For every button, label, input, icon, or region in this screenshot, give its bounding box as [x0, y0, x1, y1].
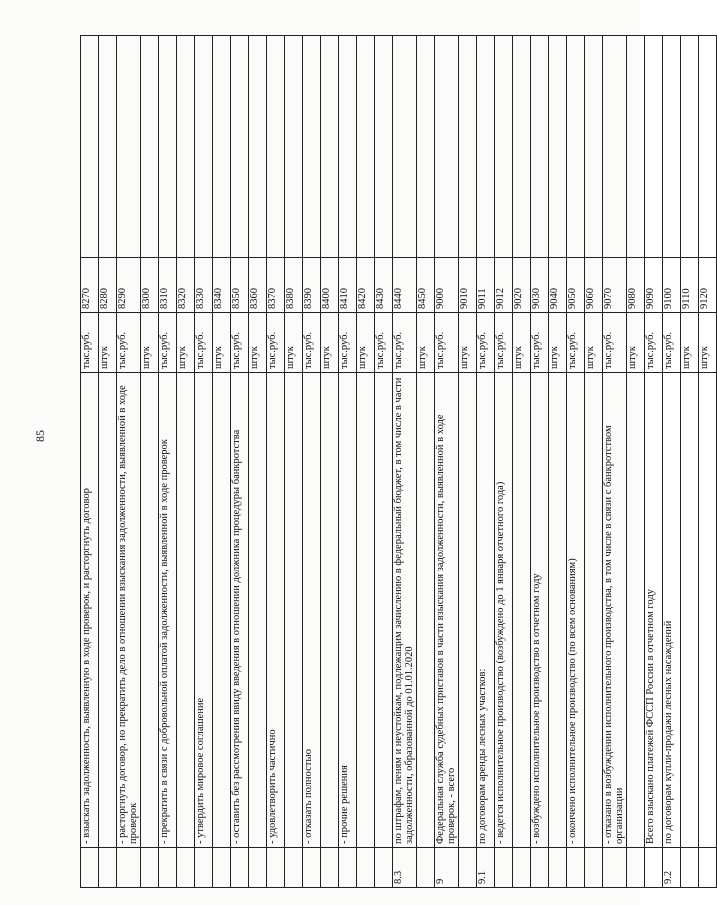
row-label — [357, 373, 375, 848]
table-row — [567, 36, 585, 888]
table-row — [195, 36, 213, 888]
table-row — [339, 36, 357, 888]
row-label — [321, 373, 339, 848]
value-cell — [357, 36, 375, 258]
value-cell — [285, 36, 303, 258]
row-code: 8440 — [393, 258, 417, 313]
row-label — [417, 373, 435, 848]
row-unit: тыс.руб. — [435, 313, 459, 373]
row-unit: штук — [357, 313, 375, 373]
row-number — [585, 848, 603, 888]
row-unit: штук — [699, 313, 717, 373]
table-row — [81, 36, 99, 888]
table-row — [177, 36, 195, 888]
row-unit: штук — [99, 313, 117, 373]
row-label: - прекратить в связи с добровольной оплатой задолженности, выявленной в ходе проверок — [159, 373, 177, 848]
value-cell — [321, 36, 339, 258]
table-row — [393, 36, 417, 888]
row-label — [375, 373, 393, 848]
row-label: по договорам аренды лесных участков: — [477, 373, 495, 848]
table-row — [699, 36, 717, 888]
row-code: 8310 — [159, 258, 177, 313]
value-cell — [231, 36, 249, 258]
row-code: 8410 — [339, 258, 357, 313]
row-number — [285, 848, 303, 888]
value-cell — [435, 36, 459, 258]
row-number — [513, 848, 531, 888]
row-unit: штук — [321, 313, 339, 373]
value-cell — [477, 36, 495, 258]
row-unit: тыс.руб. — [267, 313, 285, 373]
row-label: - возбуждено исполнительное производство в отчетном году — [531, 373, 549, 848]
value-cell — [585, 36, 603, 258]
row-unit: тыс.руб. — [663, 313, 681, 373]
row-number — [99, 848, 117, 888]
value-cell — [159, 36, 177, 258]
row-label: - удовлетворить частично — [267, 373, 285, 848]
table-row — [513, 36, 531, 888]
row-unit: тыс.руб. — [393, 313, 417, 373]
row-code: 9020 — [513, 258, 531, 313]
row-number — [321, 848, 339, 888]
row-code: 8300 — [141, 258, 159, 313]
value-cell — [249, 36, 267, 258]
value-cell — [141, 36, 159, 258]
row-unit: штук — [249, 313, 267, 373]
row-number — [681, 848, 699, 888]
value-cell — [339, 36, 357, 258]
row-label — [459, 373, 477, 848]
row-number — [159, 848, 177, 888]
row-number — [141, 848, 159, 888]
row-code: 9080 — [627, 258, 645, 313]
table-row — [531, 36, 549, 888]
value-cell — [417, 36, 435, 258]
row-number — [603, 848, 627, 888]
row-label: - оставить без рассмотрения ввиду введения в отношении должника процедуры банкротства — [231, 373, 249, 848]
row-number — [645, 848, 663, 888]
row-code: 9110 — [681, 258, 699, 313]
row-number — [375, 848, 393, 888]
row-code: 8290 — [117, 258, 141, 313]
value-cell — [699, 36, 717, 258]
value-cell — [627, 36, 645, 258]
row-label — [249, 373, 267, 848]
value-cell — [99, 36, 117, 258]
row-number — [231, 848, 249, 888]
table-row — [375, 36, 393, 888]
row-label — [99, 373, 117, 848]
row-code: 8400 — [321, 258, 339, 313]
row-unit: штук — [513, 313, 531, 373]
row-number: 9 — [435, 848, 459, 888]
row-unit: тыс.руб. — [195, 313, 213, 373]
table-row — [303, 36, 321, 888]
row-code: 8270 — [81, 258, 99, 313]
row-label — [141, 373, 159, 848]
row-number — [417, 848, 435, 888]
table-row — [117, 36, 141, 888]
table-row — [645, 36, 663, 888]
row-unit: штук — [177, 313, 195, 373]
row-code: 9040 — [549, 258, 567, 313]
row-number: 9.1 — [477, 848, 495, 888]
row-code: 9010 — [459, 258, 477, 313]
row-code: 8350 — [231, 258, 249, 313]
table-row — [435, 36, 459, 888]
row-unit: тыс.руб. — [339, 313, 357, 373]
row-label: - взыскать задолженность, выявленную в ходе проверок, и расторгнуть договор — [81, 373, 99, 848]
value-cell — [195, 36, 213, 258]
row-code: 8370 — [267, 258, 285, 313]
page-number: 85 — [33, 430, 47, 442]
row-label: - расторгнуть договор, но прекратить дело в отношении взыскания задолженности, выявленной в ходе проверок — [117, 373, 141, 848]
row-number — [531, 848, 549, 888]
table-row — [159, 36, 177, 888]
value-cell — [567, 36, 585, 258]
row-code: 8390 — [303, 258, 321, 313]
row-label — [177, 373, 195, 848]
row-unit: тыс.руб. — [303, 313, 321, 373]
row-code: 9120 — [699, 258, 717, 313]
row-label — [285, 373, 303, 848]
value-cell — [681, 36, 699, 258]
value-cell — [645, 36, 663, 258]
row-unit: тыс.руб. — [603, 313, 627, 373]
row-label — [585, 373, 603, 848]
row-unit: штук — [585, 313, 603, 373]
value-cell — [459, 36, 477, 258]
row-label: Федеральная служба судебных приставов в части взыскания задолженности, выявленной в ходе проверок, - всего — [435, 373, 459, 848]
row-code: 9060 — [585, 258, 603, 313]
table-row — [549, 36, 567, 888]
value-cell — [531, 36, 549, 258]
table-row — [495, 36, 513, 888]
row-unit: тыс.руб. — [375, 313, 393, 373]
row-label — [213, 373, 231, 848]
row-label — [699, 373, 717, 848]
row-unit: тыс.руб. — [567, 313, 585, 373]
row-number — [177, 848, 195, 888]
row-number — [627, 848, 645, 888]
row-number — [459, 848, 477, 888]
table-row — [99, 36, 117, 888]
row-label: по штрафам, пеням и неустойкам, подлежащим зачислению в федеральный бюджет, в том числе в части задолженности, образованной до 01.01.2020 — [393, 373, 417, 848]
row-label: - отказать полностью — [303, 373, 321, 848]
table-row — [459, 36, 477, 888]
row-label — [681, 373, 699, 848]
value-cell — [213, 36, 231, 258]
row-code: 9090 — [645, 258, 663, 313]
row-number: 8.3 — [393, 848, 417, 888]
row-label — [627, 373, 645, 848]
row-unit: штук — [213, 313, 231, 373]
row-unit: штук — [141, 313, 159, 373]
table-row — [231, 36, 249, 888]
value-cell — [549, 36, 567, 258]
table-row — [213, 36, 231, 888]
row-code: 9100 — [663, 258, 681, 313]
row-unit: тыс.руб. — [531, 313, 549, 373]
row-code: 9050 — [567, 258, 585, 313]
row-code: 9000 — [435, 258, 459, 313]
row-number — [117, 848, 141, 888]
row-code: 8360 — [249, 258, 267, 313]
value-cell — [603, 36, 627, 258]
table-row — [249, 36, 267, 888]
row-number: 9.2 — [663, 848, 681, 888]
value-cell — [375, 36, 393, 258]
table-row — [141, 36, 159, 888]
row-code: 9070 — [603, 258, 627, 313]
row-code: 8420 — [357, 258, 375, 313]
row-code: 8380 — [285, 258, 303, 313]
row-label: - утвердить мировое соглашение — [195, 373, 213, 848]
row-code: 9011 — [477, 258, 495, 313]
row-label: - прочие решения — [339, 373, 357, 848]
table-row — [585, 36, 603, 888]
row-code: 8430 — [375, 258, 393, 313]
row-label: по договорам купли-продажи лесных насаждений — [663, 373, 681, 848]
value-cell — [513, 36, 531, 258]
row-unit: тыс.руб. — [117, 313, 141, 373]
row-unit: тыс.руб. — [477, 313, 495, 373]
row-label: - ведется исполнительное производство (возбуждено до 1 января отчетного года) — [495, 373, 513, 848]
row-unit: тыс.руб. — [495, 313, 513, 373]
rotated-table-container — [80, 36, 710, 888]
report-table — [80, 35, 717, 888]
table-row — [285, 36, 303, 888]
value-cell — [393, 36, 417, 258]
value-cell — [267, 36, 285, 258]
row-code: 8280 — [99, 258, 117, 313]
table-row — [321, 36, 339, 888]
row-unit: тыс.руб. — [81, 313, 99, 373]
row-code: 8320 — [177, 258, 195, 313]
row-unit: штук — [681, 313, 699, 373]
row-unit: тыс.руб. — [645, 313, 663, 373]
row-number — [267, 848, 285, 888]
value-cell — [495, 36, 513, 258]
row-number — [339, 848, 357, 888]
row-number — [249, 848, 267, 888]
row-number — [195, 848, 213, 888]
value-cell — [303, 36, 321, 258]
row-unit: тыс.руб. — [231, 313, 249, 373]
table-row — [681, 36, 699, 888]
table-row — [477, 36, 495, 888]
row-number — [213, 848, 231, 888]
value-cell — [81, 36, 99, 258]
row-label: - окончено исполнительное производство (по всем основаниям) — [567, 373, 585, 848]
row-label: Всего взыскано платежей ФССП России в отчетном году — [645, 373, 663, 848]
row-unit: тыс.руб. — [159, 313, 177, 373]
row-code: 8450 — [417, 258, 435, 313]
table-row — [603, 36, 627, 888]
row-label: - отказано в возбуждении исполнительного производства, в том числе в связи с банкротством организации — [603, 373, 627, 848]
row-number — [495, 848, 513, 888]
row-number — [699, 848, 717, 888]
value-cell — [177, 36, 195, 258]
row-number — [567, 848, 585, 888]
row-unit: штук — [549, 313, 567, 373]
row-unit: штук — [417, 313, 435, 373]
row-label — [549, 373, 567, 848]
value-cell — [117, 36, 141, 258]
table-row — [357, 36, 375, 888]
row-number — [357, 848, 375, 888]
table-row — [663, 36, 681, 888]
row-code: 8330 — [195, 258, 213, 313]
row-unit: штук — [285, 313, 303, 373]
row-code: 9030 — [531, 258, 549, 313]
table-row — [417, 36, 435, 888]
table-row — [627, 36, 645, 888]
row-code: 8340 — [213, 258, 231, 313]
row-number — [549, 848, 567, 888]
row-unit: штук — [459, 313, 477, 373]
row-number — [81, 848, 99, 888]
value-cell — [663, 36, 681, 258]
row-number — [303, 848, 321, 888]
row-code: 9012 — [495, 258, 513, 313]
row-unit: штук — [627, 313, 645, 373]
row-label — [513, 373, 531, 848]
table-row — [267, 36, 285, 888]
